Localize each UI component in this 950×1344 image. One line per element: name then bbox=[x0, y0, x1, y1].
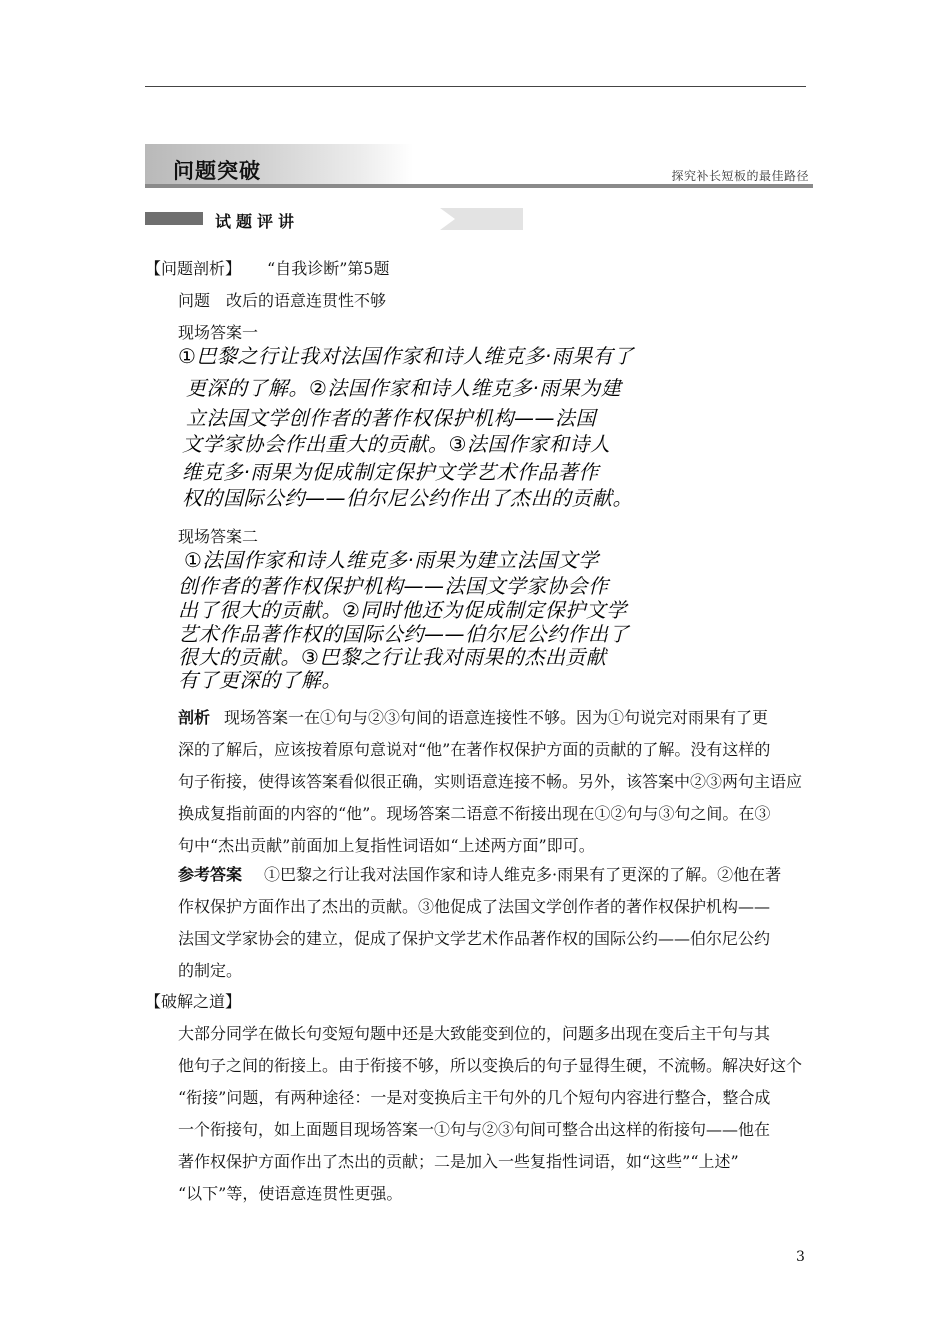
solution-line: “衔接”问题，有两种途径：一是对变换后主干句外的几个短句内容进行整合，整合成 bbox=[178, 1088, 771, 1107]
dissection-line: 句中“杰出贡献”前面加上复指性词语如“上述两方面”即可。 bbox=[178, 836, 595, 855]
solution-label: 【破解之道】 bbox=[145, 992, 242, 1011]
reference-label: 参考答案 bbox=[178, 865, 243, 884]
answer2-label: 现场答案二 bbox=[178, 527, 259, 546]
reference-line: 的制定。 bbox=[178, 961, 243, 980]
solution-line: 著作权保护方面作出了杰出的贡献；二是加入一些复指性词语，如“这些”“上述” bbox=[178, 1152, 739, 1171]
dissection-line: 句子衔接，使得该答案看似很正确，实则语意连接不畅。另外，该答案中②③两句主语应 bbox=[178, 772, 803, 791]
problem-text: 改后的语意连贯性不够 bbox=[226, 291, 387, 310]
answer2-line: ①法国作家和诗人维克多·雨果为建立法国文学 bbox=[184, 548, 599, 572]
solution-line: “以下”等，使语意连贯性更强。 bbox=[178, 1184, 403, 1203]
reference-line: 法国文学家协会的建立，促成了保护文学艺术作品著作权的国际公约——伯尔尼公约 bbox=[178, 929, 771, 948]
solution-line: 他句子之间的衔接上。由于衔接不够，所以变换后的句子显得生硬，不流畅。解决好这个 bbox=[178, 1056, 803, 1075]
section-subtitle: 探究补长短板的最佳路径 bbox=[671, 169, 809, 183]
dissection-text: 现场答案一在①句与②③句间的语意连接性不够。因为①句说完对雨果有了更 bbox=[224, 708, 769, 727]
answer1-line: ①巴黎之行让我对法国作家和诗人维克多·雨果有了 bbox=[178, 344, 634, 368]
answer1-line: 权的国际公约——伯尔尼公约作出了杰出的贡献。 bbox=[182, 486, 633, 510]
analysis-heading bbox=[145, 256, 390, 279]
section-title: 问题突破 bbox=[173, 159, 261, 183]
answer1-line: 文学家协会作出重大的贡献。③法国作家和诗人 bbox=[182, 432, 611, 456]
answer1-line: 维克多·雨果为促成制定保护文学艺术作品著作 bbox=[182, 460, 599, 484]
analysis-bracket-label: 【问题剖析】 bbox=[145, 259, 242, 278]
dissection-line: 深的了解后，应该按着原句意说对“他”在著作权保护方面的贡献的了解。没有这样的 bbox=[178, 740, 771, 759]
section-rule bbox=[145, 184, 813, 188]
page-number: 3 bbox=[796, 1249, 805, 1265]
reference-line: 作权保护方面作出了杰出的贡献。③他促成了法国文学创作者的著作权保护机构—— bbox=[178, 897, 771, 916]
dissection-label: 剖析 bbox=[178, 708, 211, 727]
analysis-source: “自我诊断”第5题 bbox=[267, 259, 390, 278]
solution-line: 一个衔接句，如上面题目现场答案一①句与②③句间可整合出这样的衔接句——他在 bbox=[178, 1120, 771, 1139]
reference-text: ①巴黎之行让我对法国作家和诗人维克多·雨果有了更深的了解。②他在著 bbox=[264, 865, 782, 884]
dissection-line-1 bbox=[178, 705, 768, 728]
top-rule bbox=[145, 86, 806, 87]
dissection-line: 换成复指前面的内容的“他”。现场答案二语意不衔接出现在①②句与③句之间。在③ bbox=[178, 804, 771, 823]
answer2-line: 艺术作品著作权的国际公约——伯尔尼公约作出了 bbox=[178, 622, 629, 646]
answer1-line: 更深的了解。②法国作家和诗人维克多·雨果为建 bbox=[186, 376, 622, 400]
answer2-line: 出了很大的贡献。②同时他还为促成制定保护文学 bbox=[178, 598, 627, 622]
problem-label: 问题 bbox=[178, 291, 211, 310]
answer2-line: 有了更深的了解。 bbox=[178, 668, 342, 692]
problem-line bbox=[178, 288, 386, 311]
solution-line: 大部分同学在做长句变短句题中还是大致能变到位的，问题多出现在变后主干句与其 bbox=[178, 1024, 771, 1043]
answer2-line: 很大的贡献。③巴黎之行让我对雨果的杰出贡献 bbox=[178, 645, 607, 669]
answer1-label: 现场答案一 bbox=[178, 323, 259, 342]
subheader-dark-block bbox=[145, 212, 203, 225]
answer1-line: 立法国文学创作者的著作权保护机构——法国 bbox=[186, 406, 596, 430]
subheader-banner bbox=[145, 208, 525, 230]
section-header bbox=[145, 144, 813, 190]
reference-line-1 bbox=[178, 862, 781, 885]
answer2-line: 创作者的著作权保护机构——法国文学家协会作 bbox=[178, 574, 609, 598]
subheader-label: 试题评讲 bbox=[215, 212, 300, 231]
